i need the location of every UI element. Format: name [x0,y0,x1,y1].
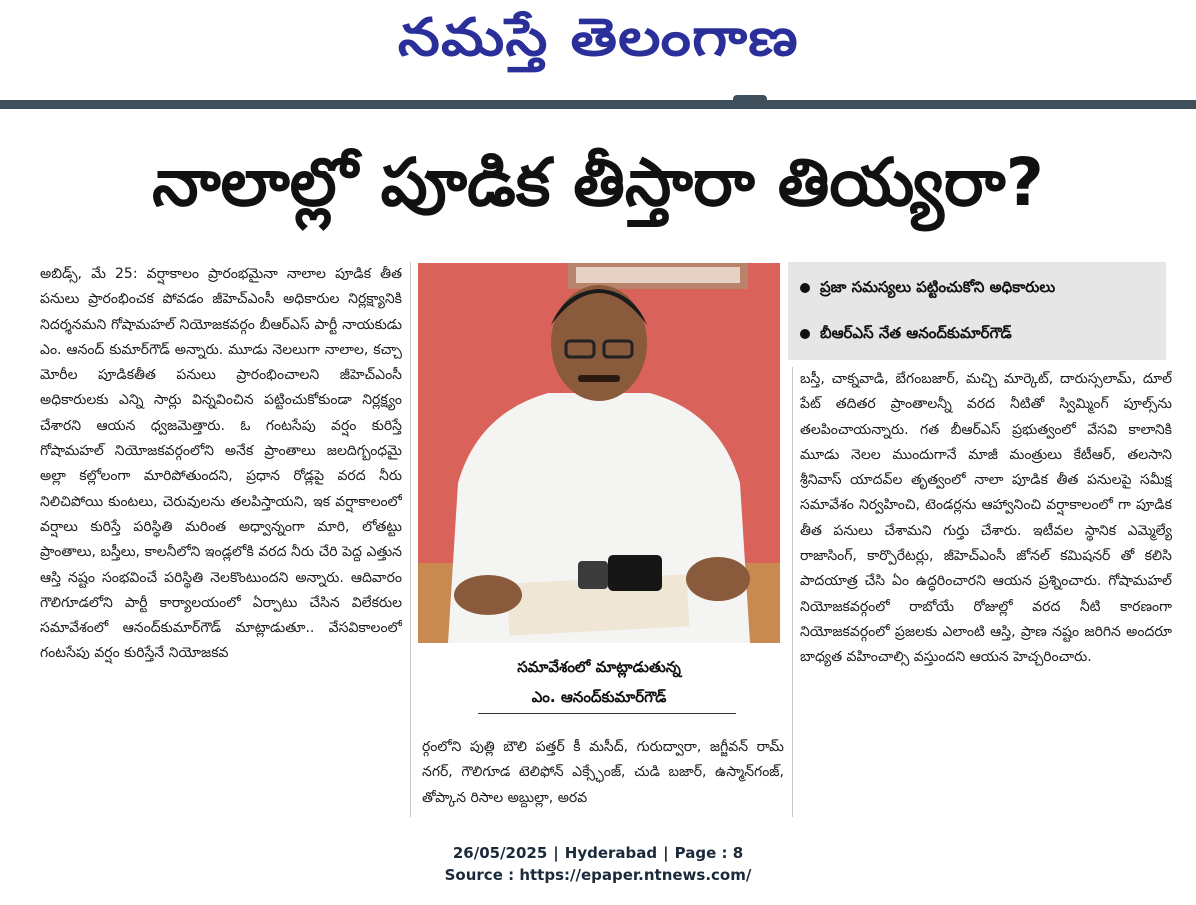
highlight-text: బీఆర్ఎస్ నేత ఆనంద్‌కుమార్‌గౌడ్ [820,324,1012,342]
column-divider [410,262,411,817]
footer-city: Hyderabad [564,844,658,862]
photo-phone-small [578,561,608,589]
column-divider-right [792,367,793,817]
footer-separator: | [553,844,559,862]
article-headline: నాలాల్లో పూడిక తీస్తారా తియ్యరా? [152,144,1044,221]
footer-meta [0,844,1196,862]
bullet-icon [800,283,810,293]
photo-phone [608,555,662,591]
article-photo [418,263,780,643]
article-column-left: అబిడ్స్, మే 25: వర్షాకాలం ప్రారంభమైనా నాలాల పూడిక తీత పనులు ప్రారంభించక పోవడం జీహెచ్ఎంసీ అధికారుల నిర్లక్ష్యానికి నిదర్శనమని గోషామహల్ నియోజకవర్గం బీఆర్ఎస్ పార్టీ నాయకుడు ఎం. ఆనంద్ కుమార్‌గౌడ్ అన్నారు. మూడు నెలలుగా నాలాల, కచ్చా మోరీల పూడికతీత పనులు ప్రారంభించాలని జీహెచ్ఎంసీ అధికారులకు ఎన్ని సార్లు విన్నవించిన పట్టించుకోకుండా నిర్లక్ష్యం చేశారని ఆయన ధ్వజమెత్తారు. ఓ గంటసేపు వర్షం కురిస్తే గోషామహల్ నియోజకవర్గంలోని అనేక ప్రాంతాలు జలదిగ్బంధమై అల్లా కల్లోలంగా మారిపోతుందని, ప్రధాన రోడ్లపై వరద నీరు నిలిచిపోయి కుంటలు, చెరువులను తలపిస్తాయని, ఇక వర్షాకాలంలో వర్షాలు కురిస్తే పరిస్థితి మరింత అధ్వాన్నంగా మారి, లోతట్టు ప్రాంతాలు, బస్తీలు, కాలనీలోని ఇండ్లలోకి వరద నీరు చేరి పెద్ద ఎత్తున ఆస్తి నష్టం సంభవించే పరిస్థితి నెలకొంటుందని అన్నారు. ఆదివారం గౌలిగూడలోని పార్టీ కార్యాలయంలో ఏర్పాటు చేసిన విలేకరుల సమావేశంలో ఆనంద్‌కుమార్‌గౌడ్ మాట్లాడుతూ.. వేసవికాలంలో గంటసేపు వర్షం కురిస్తేనే నియోజకవ [40,266,402,662]
photo-frame-inner [576,267,740,283]
article-column-middle: ర్గంలోని పుత్లి బౌలి పత్తర్ కీ మసీద్, గురుద్వారా, జగ్జీవన్ రామ్ నగర్, గౌలిగూడ టెలిఫోన్ ఎక్స్ఛేంజ్, చుడి బజార్, ఉస్మాన్‌గంజ్, తోప్కాన రిసాల అబ్దుల్లా, అరవ [422,739,784,806]
article-column-right: బస్తీ, చాక్నవాడి, బేగంబజార్, మచ్చి మార్కెట్, దారుస్సలామ్, దూల్ పేట్ తదితర ప్రాంతాలన్నీ వరద నీటితో స్విమ్మింగ్ పూల్స్‌ను తలపించాయన్నారు. గత బీఆర్ఎస్ ప్రభుత్వంలో వేసవి కాలానికి మూడు నెలల ముందుగానే మాజీ మంత్రులు కేటీఆర్, తలసాని శ్రీనివాస్ యాదవ్‌ల తృత్వంలో నాలా పూడిక తీత పనులపై సమీక్ష సమావేశం నిర్వహించి, టెండర్లను ఆహ్వానించి వర్షాకాలంలో గా పూడిక తీత పనులు చేశామని గుర్తు చేశారు. ఇటీవల స్థానిక ఎమ్మెల్యే రాజాసింగ్, కార్పొరేటర్లు, జీహెచ్ఎంసీ జోనల్ కమిషనర్ తో కలిసి పాదయాత్ర చేసి ఏం ఉద్ధరించారని ఆయన ప్రశ్నించారు. గోషామహల్ నియోజకవర్గంలో రాబోయే రోజుల్లో వరద నీటి కారణంగా నియోజకవర్గంలో ప్రజలకు ఎలాంటి ఆస్తి, ప్రాణ నష్టం జరిగిన అందరూ బాధ్యత వహించాల్సి వస్తుందని ఆయన హెచ్చరించారు. [800,371,1172,666]
photo-caption-line-1: సమావేశంలో మాట్లాడుతున్న [517,658,681,676]
newspaper-logo: నమస్తే తెలంగాణ [397,8,799,68]
bullet-icon [800,329,810,339]
highlights-box [788,262,1166,360]
footer-date: 26/05/2025 [452,844,548,862]
photo-caption-line-2: ఎం. ఆనంద్‌కుమార్‌గౌడ్ [531,688,667,706]
masthead [0,0,1196,80]
footer-page: Page : 8 [674,844,744,862]
highlight-text: ప్రజా సమస్యలు పట్టించుకోని అధికారులు [820,278,1056,296]
masthead-rule [0,100,1196,109]
photo-caption [418,652,780,716]
footer-source: Source : https://epaper.ntnews.com/ [444,866,752,884]
highlight-item [800,318,1160,348]
photo-mustache [578,375,620,382]
masthead-rule-notch [733,95,767,103]
highlight-item [800,272,1160,302]
photo-hand-left [454,575,522,615]
caption-underline [478,713,736,714]
photo-illustration [418,263,780,643]
photo-hand-right [686,557,750,601]
footer-separator: | [663,844,669,862]
